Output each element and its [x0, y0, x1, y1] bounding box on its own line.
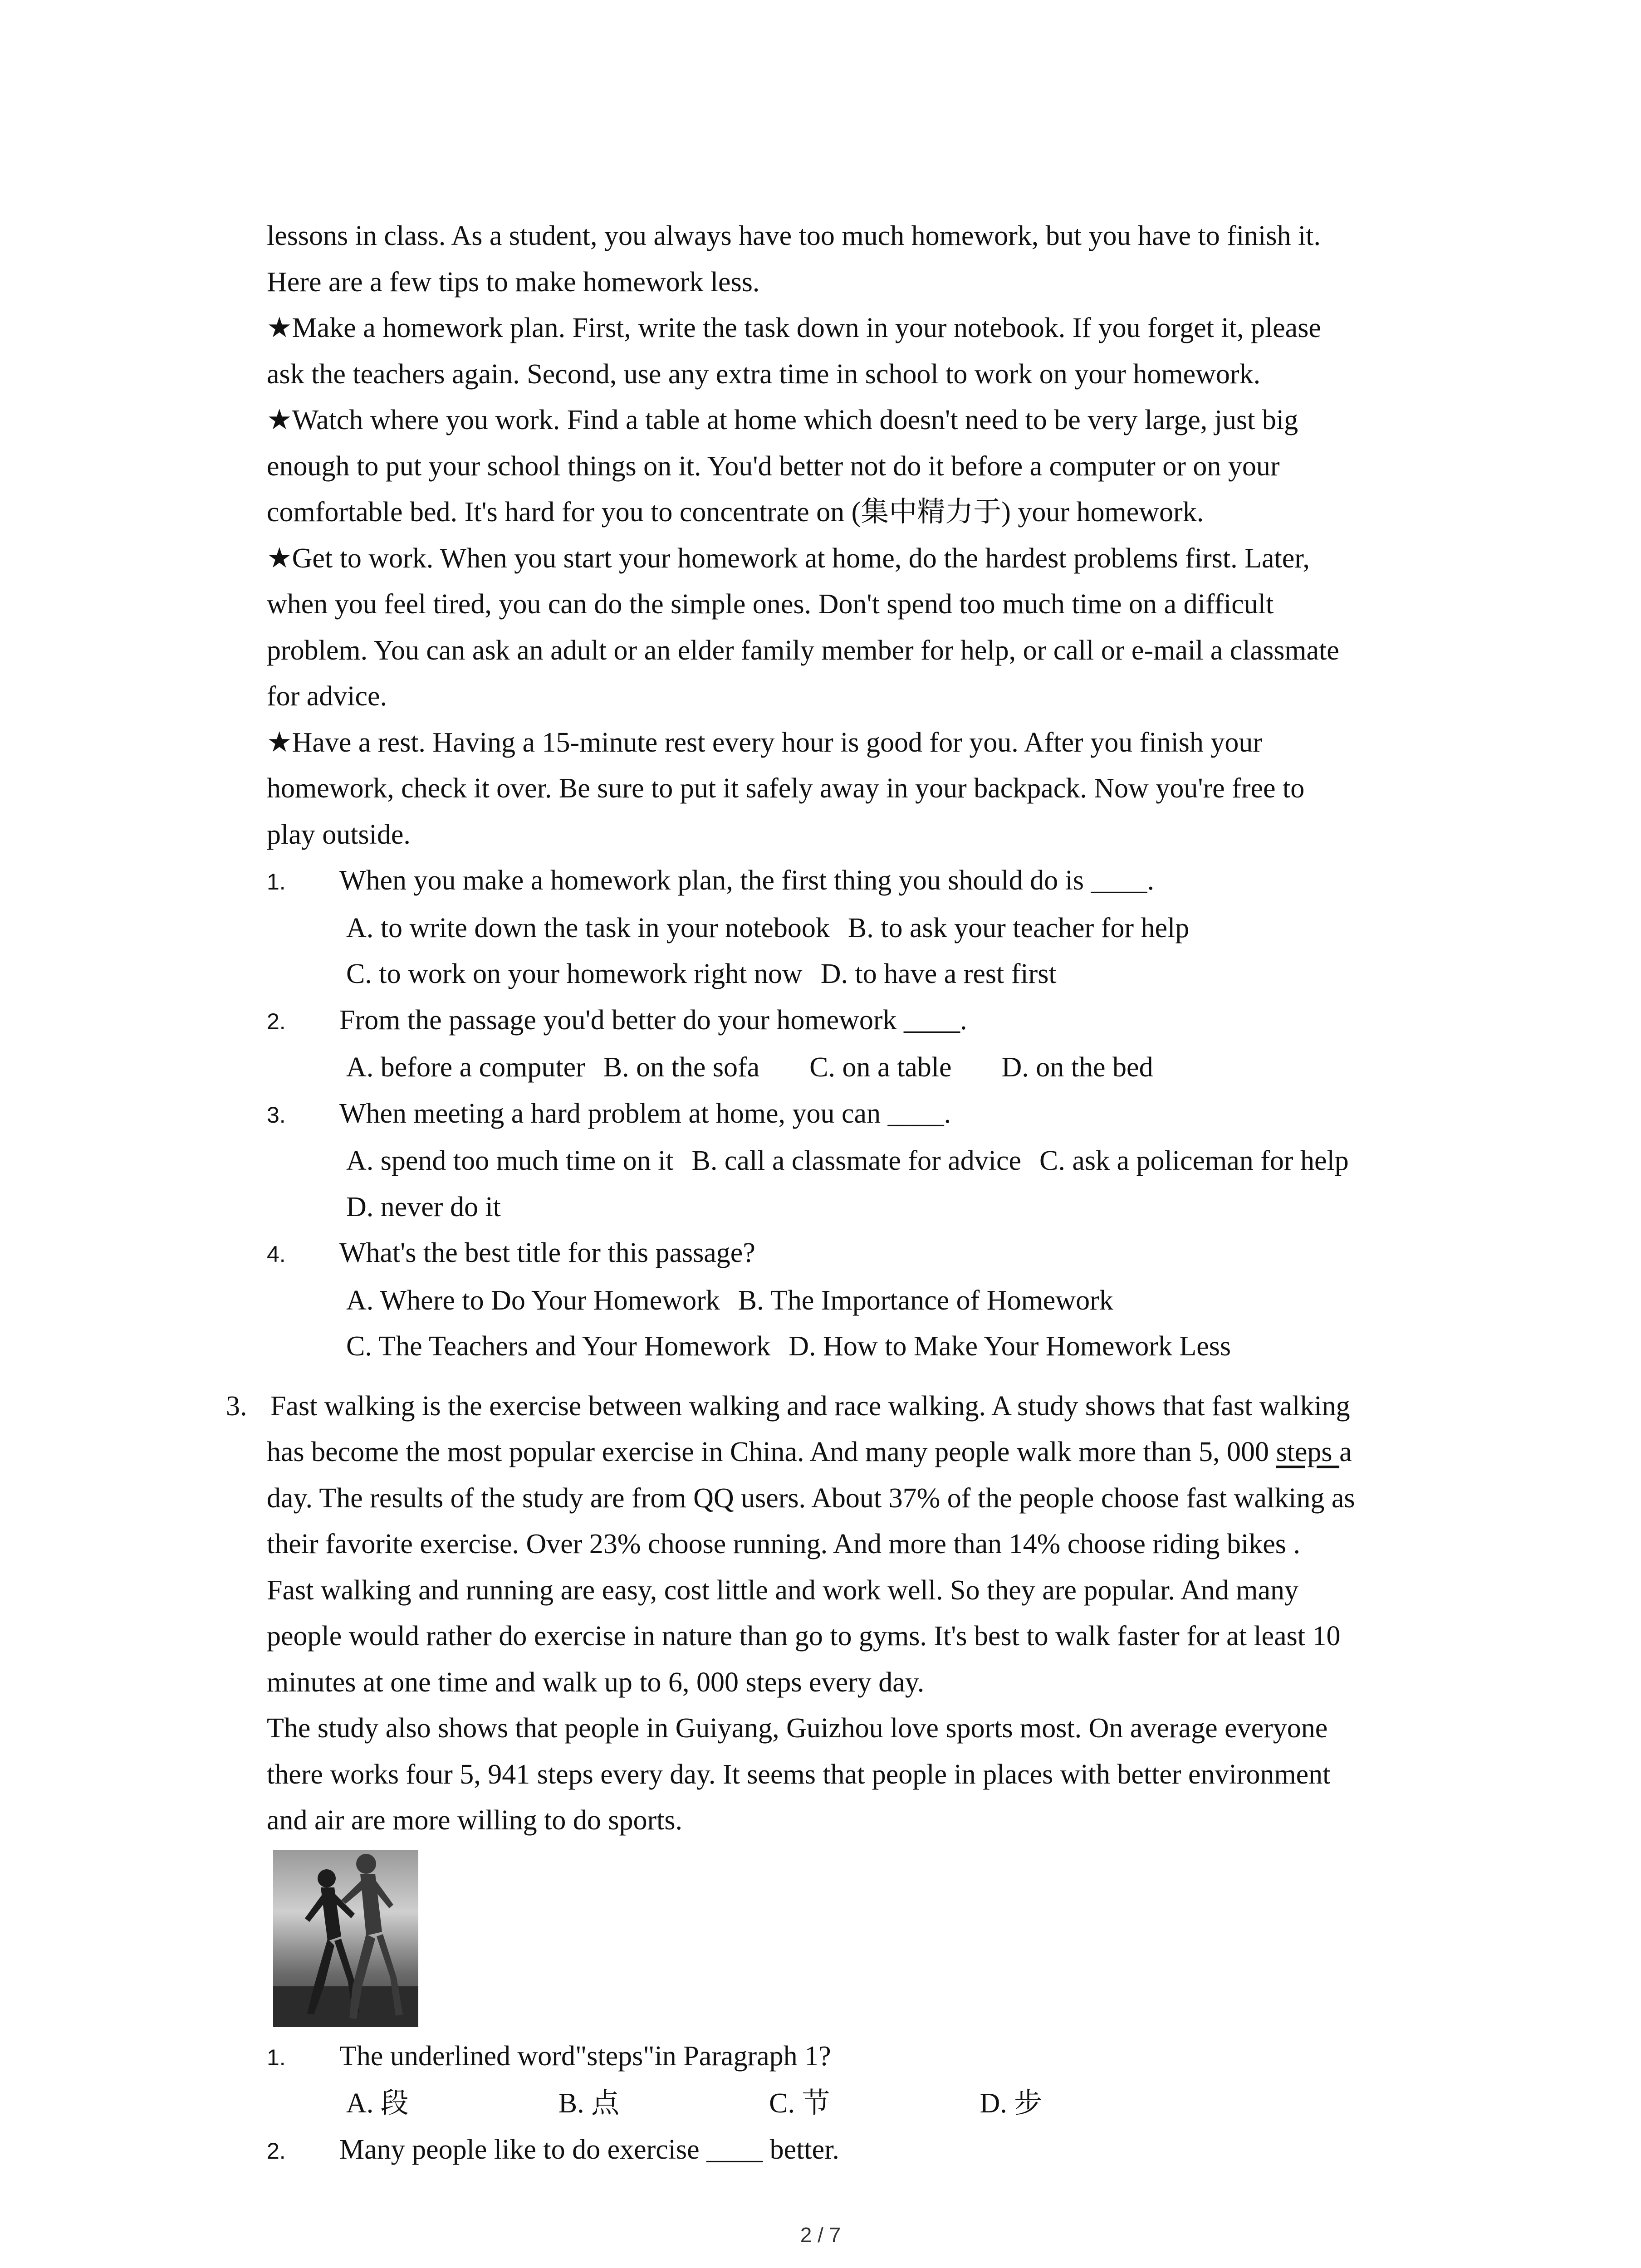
question: [267, 2033, 1455, 2127]
question-number: 2.: [267, 2138, 286, 2164]
passage-homework: [267, 213, 1455, 858]
passage-line: ask the teachers again. Second, use any extra time in school to work on your homework.: [267, 358, 1261, 390]
answer-option[interactable]: D. to have a rest first: [820, 958, 1057, 989]
question: [267, 1230, 1455, 1370]
passage-line: ★Have a rest. Having a 15-minute rest every hour is good for you. After you finish your: [267, 727, 1263, 758]
question-number: 3.: [267, 1102, 286, 1128]
question-stem: Many people like to do exercise ____ better.: [339, 2134, 839, 2165]
question-stem: When meeting a hard problem at home, you can ____.: [339, 1098, 951, 1129]
answer-option[interactable]: C. The Teachers and Your Homework: [346, 1331, 771, 1362]
passage-line: and air are more willing to do sports.: [267, 1805, 683, 1836]
answer-option[interactable]: C. ask a policeman for help: [1039, 1145, 1349, 1176]
option-line: [267, 1324, 1455, 1370]
question-stem: From the passage you'd better do your homework ____.: [339, 1004, 967, 1036]
answer-option[interactable]: A. to write down the task in your notebook: [346, 912, 830, 943]
option-line: [267, 1184, 1455, 1231]
answer-option[interactable]: D. How to Make Your Homework Less: [789, 1331, 1231, 1362]
question-number: 2.: [267, 1008, 286, 1034]
question-stem: What's the best title for this passage?: [339, 1237, 755, 1268]
walkers-photo: [273, 1850, 418, 2027]
passage-line: day. The results of the study are from QQ users. About 37% of the people choose fast walking as: [267, 1482, 1355, 1514]
passage-line: The study also shows that people in Guiyang, Guizhou love sports most. On average everyone: [267, 1713, 1328, 1744]
answer-option[interactable]: B. on the sofa: [603, 1052, 760, 1083]
question: [267, 858, 1455, 997]
option-line: [267, 951, 1455, 997]
answer-option[interactable]: B. 点: [558, 2088, 620, 2119]
passage-line: comfortable bed. It's hard for you to concentrate on (集中精力于) your homework.: [267, 497, 1204, 528]
question: [267, 2127, 1455, 2175]
answer-option[interactable]: A. before a computer: [346, 1052, 585, 1083]
passage-line: lessons in class. As a student, you always have too much homework, but you have to finish it.: [267, 220, 1321, 251]
passage-line: play outside.: [267, 819, 411, 850]
question: [267, 1091, 1455, 1231]
question: [267, 997, 1455, 1091]
passage-line: minutes at one time and walk up to 6, 000 steps every day.: [267, 1667, 925, 1698]
answer-option[interactable]: C. 节: [769, 2088, 830, 2119]
answer-option[interactable]: B. The Importance of Homework: [738, 1285, 1113, 1316]
option-line: [267, 1138, 1455, 1184]
answer-option[interactable]: D. never do it: [346, 1191, 501, 1222]
passage-line: problem. You can ask an adult or an elder family member for help, or call or e-mail a classmate: [267, 635, 1339, 666]
passage-line: a: [1339, 1437, 1352, 1467]
answer-option[interactable]: C. on a table: [809, 1052, 952, 1083]
question-number: 1.: [267, 2044, 286, 2070]
option-line: [267, 905, 1455, 952]
answer-option[interactable]: A. Where to Do Your Homework: [346, 1285, 720, 1316]
section-number: 3.: [226, 1390, 247, 1422]
question-list-homework: [267, 858, 1455, 1370]
question-number: 1.: [267, 869, 286, 894]
passage-line: Fast walking is the exercise between walking and race walking. A study shows that fast walking: [270, 1390, 1350, 1422]
answer-option[interactable]: D. on the bed: [1001, 1052, 1153, 1083]
question-stem: When you make a homework plan, the first thing you should do is ____.: [339, 865, 1155, 896]
question-stem: The underlined word"steps"in Paragraph 1?: [339, 2040, 831, 2072]
content: [226, 213, 1455, 2174]
option-line: [267, 1045, 1455, 1091]
passage-line: people would rather do exercise in nature than go to gyms. It's best to walk faster for at least 10: [267, 1621, 1341, 1652]
page-number: 2 / 7: [800, 2223, 841, 2247]
answer-option[interactable]: B. to ask your teacher for help: [847, 912, 1190, 943]
underlined-word: steps: [1276, 1437, 1340, 1467]
option-line: [267, 2081, 1455, 2127]
passage-line: when you feel tired, you can do the simple ones. Don't spend too much time on a difficult: [267, 589, 1274, 620]
option-line: [267, 1278, 1455, 1324]
answer-option[interactable]: D. 步: [980, 2088, 1043, 2119]
passage-line: homework, check it over. Be sure to put it safely away in your backpack. Now you're free to: [267, 773, 1305, 804]
passage-line: their favorite exercise. Over 23% choose running. And more than 14% choose riding bikes .: [267, 1529, 1300, 1559]
passage-line: ★Get to work. When you start your homework at home, do the hardest problems first. Later,: [267, 543, 1310, 574]
passage-line: Fast walking and running are easy, cost little and work well. So they are popular. And many: [267, 1574, 1298, 1606]
passage-line: enough to put your school things on it. You'd better not do it before a computer or on your: [267, 450, 1280, 482]
question-number: 4.: [267, 1242, 286, 1267]
answer-option[interactable]: C. to work on your homework right now: [346, 958, 803, 989]
passage-line: ★Watch where you work. Find a table at home which doesn't need to be very large, just big: [267, 405, 1298, 435]
answer-option[interactable]: A. spend too much time on it: [346, 1145, 674, 1176]
answer-option[interactable]: A. 段: [346, 2088, 409, 2119]
passage-line: for advice.: [267, 681, 387, 712]
passage-line: there works four 5, 941 steps every day. It seems that people in places with better environment: [267, 1759, 1331, 1790]
passage-line: Here are a few tips to make homework less.: [267, 266, 760, 298]
answer-option[interactable]: B. call a classmate for advice: [691, 1145, 1021, 1176]
passage-line: has become the most popular exercise in China. And many people walk more than 5, 000: [267, 1437, 1276, 1467]
passage-line: ★Make a homework plan. First, write the task down in your notebook. If you forget it, please: [267, 313, 1321, 343]
passage-fast-walking: [226, 1383, 1455, 1844]
question-list-fast-walking: [267, 2033, 1455, 2175]
